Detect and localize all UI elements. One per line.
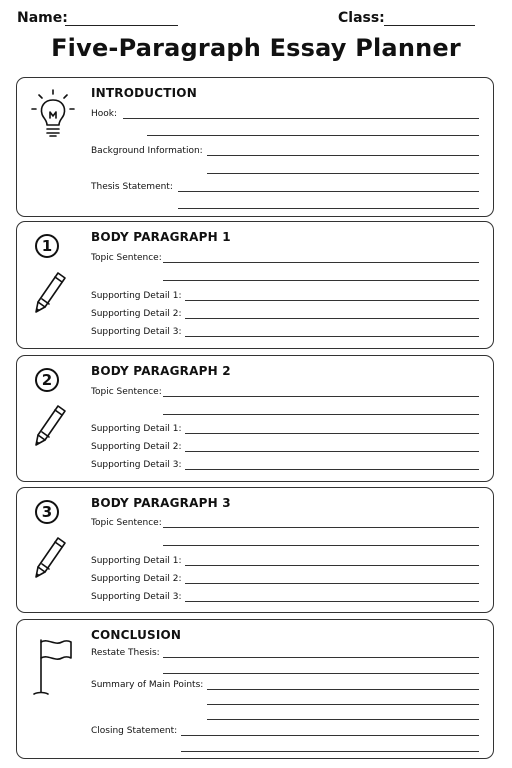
hook-line-1[interactable]: [123, 118, 479, 119]
hook-label: Hook:: [91, 109, 118, 119]
topic-sentence-line-2[interactable]: [163, 545, 479, 546]
topic-sentence-line-2[interactable]: [163, 414, 479, 415]
restate-thesis-line-2[interactable]: [163, 673, 479, 674]
summary-line-2[interactable]: [207, 704, 479, 705]
supporting-detail-2-label: Supporting Detail 2:: [91, 442, 182, 452]
topic-sentence-label: Topic Sentence:: [91, 518, 162, 528]
supporting-detail-1-line[interactable]: [185, 300, 479, 301]
conclusion-title: CONCLUSION: [91, 628, 182, 642]
number-badge: 2: [35, 368, 59, 392]
number-badge: 1: [35, 234, 59, 258]
name-field[interactable]: [65, 25, 178, 26]
body-paragraph-1-title: BODY PARAGRAPH 1: [91, 230, 231, 244]
closing-statement-line-1[interactable]: [181, 735, 479, 736]
pencil-icon: [33, 535, 69, 579]
introduction-title: INTRODUCTION: [91, 86, 197, 100]
background-line-2[interactable]: [207, 173, 479, 174]
supporting-detail-1-line[interactable]: [185, 433, 479, 434]
body-paragraph-3-section: [16, 487, 494, 613]
closing-statement-label: Closing Statement:: [91, 726, 178, 736]
supporting-detail-1-label: Supporting Detail 1:: [91, 291, 182, 301]
supporting-detail-3-line[interactable]: [185, 601, 479, 602]
pencil-icon: [33, 270, 69, 314]
topic-sentence-label: Topic Sentence:: [91, 253, 162, 263]
number-badge: 3: [35, 500, 59, 524]
supporting-detail-1-line[interactable]: [185, 565, 479, 566]
background-information-label: Background Information:: [91, 146, 203, 156]
summary-line-1[interactable]: [207, 689, 479, 690]
topic-sentence-line-1[interactable]: [163, 396, 479, 397]
topic-sentence-line-1[interactable]: [163, 262, 479, 263]
page-title: Five-Paragraph Essay Planner: [51, 34, 461, 62]
topic-sentence-line-2[interactable]: [163, 280, 479, 281]
conclusion-section: [16, 619, 494, 759]
supporting-detail-1-label: Supporting Detail 1:: [91, 424, 182, 434]
supporting-detail-3-line[interactable]: [185, 469, 479, 470]
closing-statement-line-2[interactable]: [181, 751, 479, 752]
supporting-detail-2-line[interactable]: [185, 318, 479, 319]
lightbulb-icon: [29, 88, 77, 140]
supporting-detail-2-line[interactable]: [185, 583, 479, 584]
topic-sentence-label: Topic Sentence:: [91, 387, 162, 397]
summary-of-main-points-label: Summary of Main Points:: [91, 680, 204, 690]
restate-thesis-label: Restate Thesis:: [91, 648, 160, 658]
supporting-detail-3-line[interactable]: [185, 336, 479, 337]
supporting-detail-1-label: Supporting Detail 1:: [91, 556, 182, 566]
thesis-line-1[interactable]: [178, 191, 479, 192]
supporting-detail-3-label: Supporting Detail 3:: [91, 592, 182, 602]
topic-sentence-line-1[interactable]: [163, 527, 479, 528]
flag-icon: [31, 636, 75, 698]
supporting-detail-2-label: Supporting Detail 2:: [91, 309, 182, 319]
thesis-statement-label: Thesis Statement:: [91, 182, 173, 192]
introduction-section: [16, 77, 494, 217]
body-paragraph-2-section: [16, 355, 494, 482]
body-paragraph-2-title: BODY PARAGRAPH 2: [91, 364, 231, 378]
supporting-detail-2-line[interactable]: [185, 451, 479, 452]
thesis-line-2[interactable]: [178, 208, 479, 209]
body-paragraph-1-section: [16, 221, 494, 349]
hook-line-2[interactable]: [147, 135, 479, 136]
name-label: Name:: [17, 10, 68, 26]
class-field[interactable]: [384, 25, 475, 26]
supporting-detail-3-label: Supporting Detail 3:: [91, 460, 182, 470]
pencil-icon: [33, 403, 69, 447]
class-label: Class:: [338, 10, 385, 26]
supporting-detail-3-label: Supporting Detail 3:: [91, 327, 182, 337]
background-line-1[interactable]: [207, 155, 479, 156]
restate-thesis-line-1[interactable]: [163, 657, 479, 658]
supporting-detail-2-label: Supporting Detail 2:: [91, 574, 182, 584]
summary-line-3[interactable]: [207, 719, 479, 720]
body-paragraph-3-title: BODY PARAGRAPH 3: [91, 496, 231, 510]
